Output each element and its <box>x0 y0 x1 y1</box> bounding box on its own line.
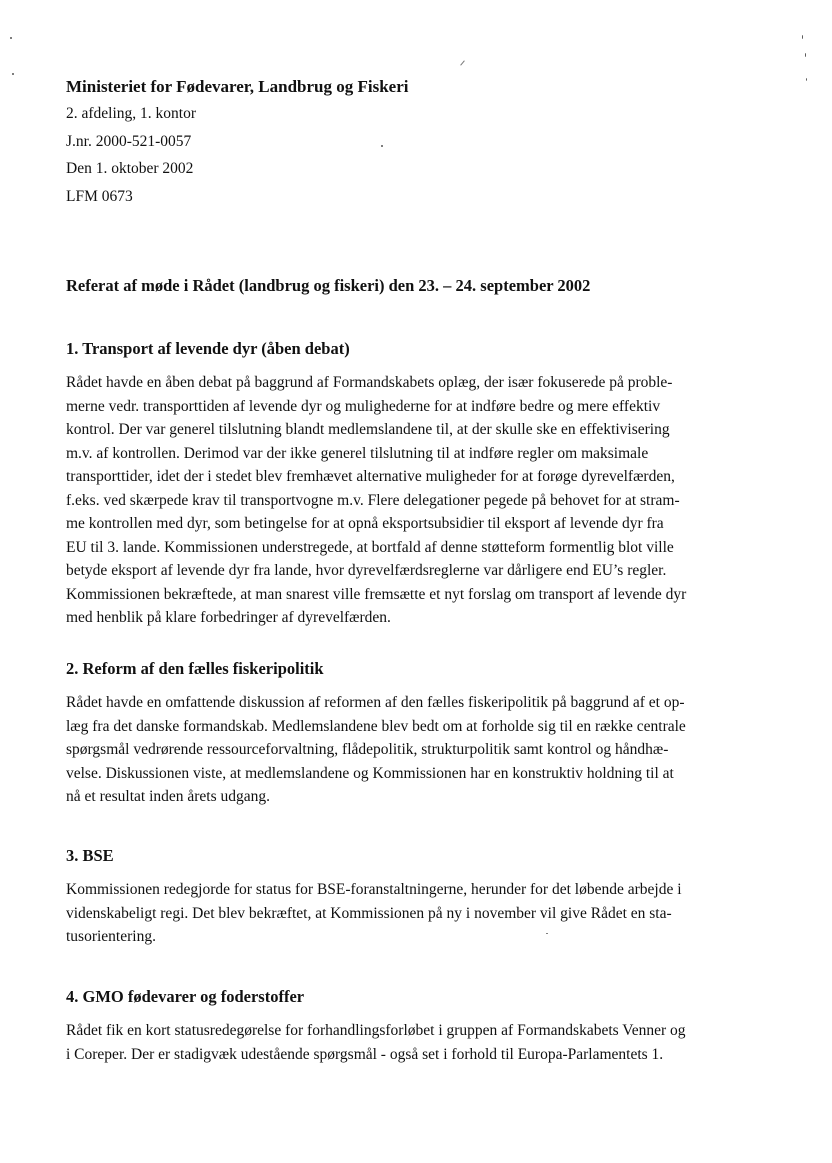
paragraph-line: Rådet havde en omfattende diskussion af reformen af den fælles fiskeripolitik på baggrund af et op- <box>66 694 685 711</box>
scan-speck <box>10 37 12 39</box>
paragraph-line: Kommissionen bekræftede, at man snarest ville fremsætte et nyt forslag om transport af levende dyr <box>66 585 687 603</box>
paragraph-line: kontrol. Der var generel tilslutning blandt medlemslandene til, at der skulle ske en effektivisering <box>66 421 670 438</box>
paragraph-line: Rådet havde en åben debat på baggrund af Formandskabets oplæg, der især fokuserede på proble- <box>66 374 673 391</box>
section-gmo <box>66 985 756 1066</box>
section-paragraph <box>66 878 756 949</box>
paragraph-line: me kontrollen med dyr, som betingelse for at opnå eksportsubsidier til eksport af levende dyr fra <box>66 515 664 532</box>
section-paragraph <box>66 1019 756 1066</box>
paragraph-line: f.eks. ved skærpede krav til transportvogne m.v. Flere delegationer pegede på behovet for at stram- <box>66 491 680 509</box>
paragraph-line: læg fra det danske formandskab. Medlemslandene blev bedt om at forholde sig til en række centrale <box>66 717 686 735</box>
ministry-name: Ministeriet for Fødevarer, Landbrug og Fiskeri <box>66 77 409 96</box>
paragraph-line: tusorientering. <box>66 928 156 945</box>
paragraph-line: spørgsmål vedrørende ressourceforvaltning, flådepolitik, strukturpolitik samt kontrol og håndhæ- <box>66 741 669 758</box>
paragraph-line: med henblik på klare forbedringer af dyrevelfærden. <box>66 609 391 626</box>
scan-speck <box>802 35 803 39</box>
scan-mark <box>460 60 465 65</box>
department-line: 2. afdeling, 1. kontor <box>66 105 197 122</box>
paragraph-line: Kommissionen redegjorde for status for BSE-foranstaltningerne, herunder for det løbende arbejde i <box>66 881 682 898</box>
document-reference: LFM 0673 <box>66 187 133 205</box>
scan-speck <box>805 53 806 57</box>
journal-number: J.nr. 2000-521-0057 <box>66 132 192 150</box>
section-heading: 1. Transport af levende dyr (åben debat) <box>66 339 350 358</box>
paragraph-line: merne vedr. transporttiden af levende dyr og mulighederne for at indføre bedre og mere effektiv <box>66 397 661 415</box>
scan-speck <box>12 73 14 75</box>
section-heading: 2. Reform af den fælles fiskeripolitik <box>66 659 324 678</box>
section-heading: 4. GMO fødevarer og foderstoffer <box>66 987 305 1006</box>
paragraph-line: nå et resultat inden årets udgang. <box>66 788 271 805</box>
paragraph-line: m.v. af kontrollen. Derimod var der ikke generel tilslutning til at indføre regler om maksimale <box>66 444 649 462</box>
section-fisheries-reform <box>66 657 756 809</box>
document-date: Den 1. oktober 2002 <box>66 160 194 177</box>
section-paragraph <box>66 371 756 630</box>
scan-speck <box>806 78 807 81</box>
paragraph-line: transporttider, idet der i stedet blev fremhævet alternative muligheder for at forøge dyrevelfærden, <box>66 468 675 485</box>
section-paragraph <box>66 691 756 809</box>
paragraph-line: EU til 3. lande. Kommissionen understregede, at bortfald af denne støtteform formentlig blot ville <box>66 538 674 556</box>
section-heading: 3. BSE <box>66 846 114 865</box>
paragraph-line: betyde eksport af levende dyr fra lande, hvor dyrevelfærdsreglerne var dårligere end EU’s regler. <box>66 562 667 579</box>
section-bse <box>66 844 756 949</box>
document-title: Referat af møde i Rådet (landbrug og fiskeri) den 23. – 24. september 2002 <box>66 276 591 295</box>
letterhead <box>66 74 766 210</box>
paragraph-line: i Coreper. Der er stadigvæk udestående spørgsmål - også set i forhold til Europa-Parlamentets 1. <box>66 1045 664 1063</box>
paragraph-line: Rådet fik en kort statusredegørelse for forhandlingsforløbet i gruppen af Formandskabets Venner og <box>66 1022 686 1039</box>
paragraph-line: videnskabeligt regi. Det blev bekræftet, at Kommissionen på ny i november vil give Rådet en sta- <box>66 904 672 922</box>
paragraph-line: velse. Diskussionen viste, at medlemslandene og Kommissionen har en konstruktiv holdning til at <box>66 764 674 782</box>
section-transport <box>66 337 756 630</box>
